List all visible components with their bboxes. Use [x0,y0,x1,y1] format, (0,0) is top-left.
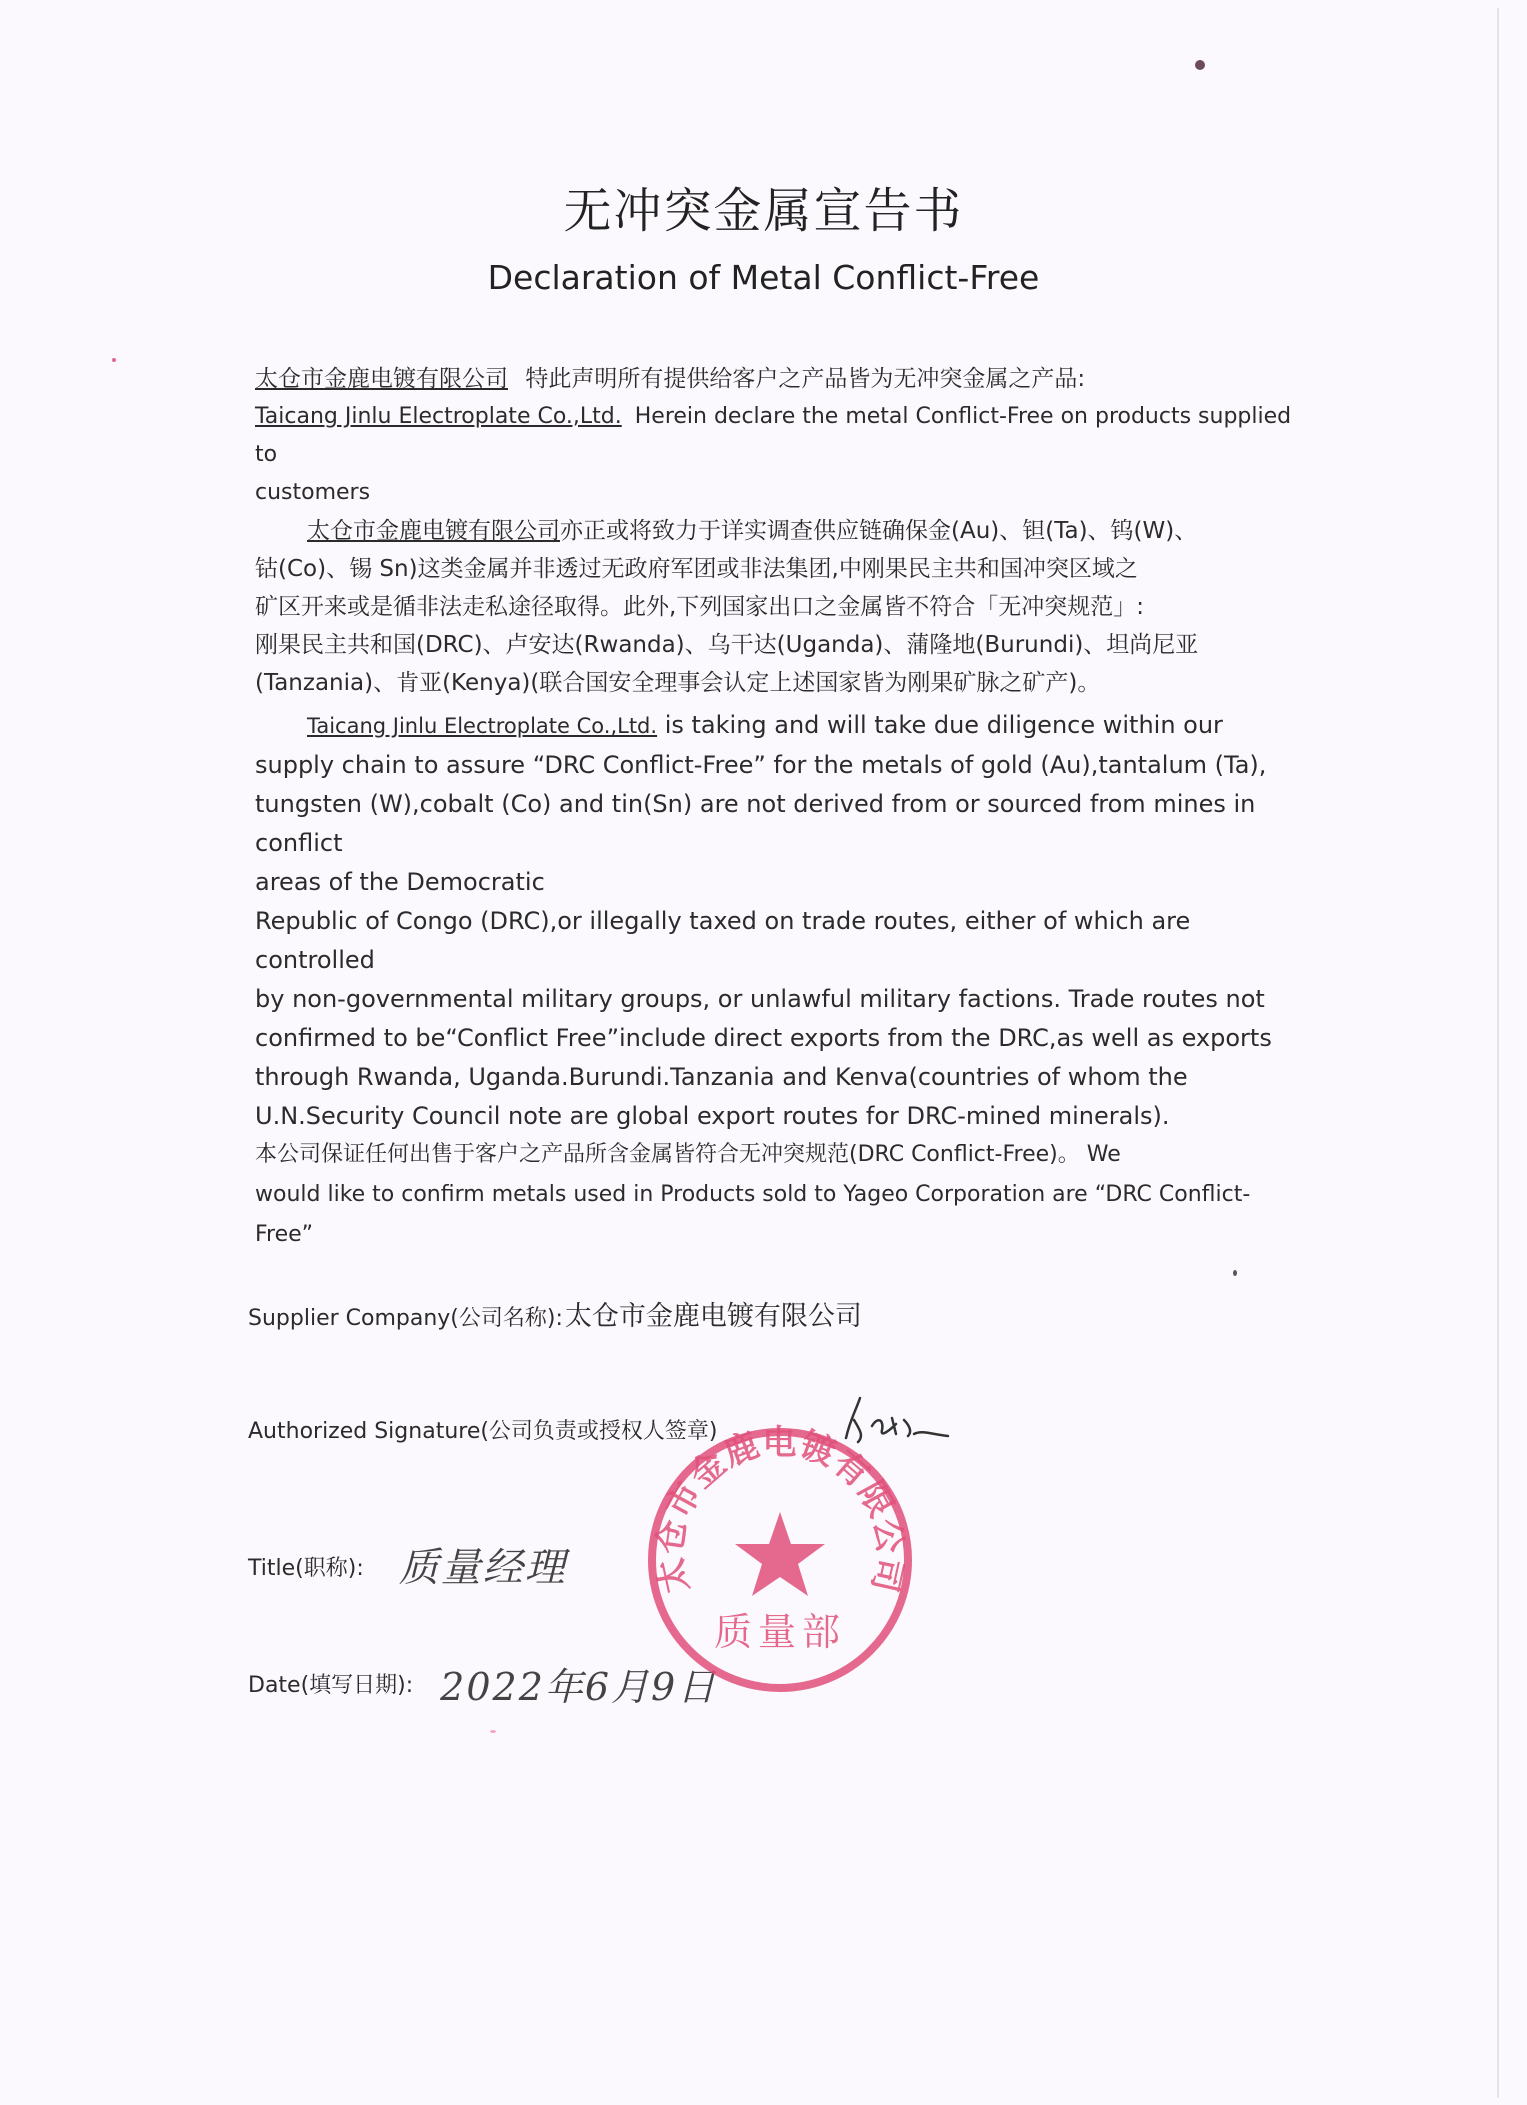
title-value-handwritten: 质量经理 [398,1545,567,1591]
para-en-line-4: areas of the Democratic [255,868,545,896]
supplier-company-label: Supplier Company(公司名称): [248,1306,563,1331]
date-value-handwritten: 2022年6月9日 [440,1665,718,1709]
para-en-line-5: Republic of Congo (DRC),or illegally taxed on trade routes, either of which are controlled [255,907,1191,974]
para-cn-line-5: (Tanzania)、肯亚(Kenya)(联合国安全理事会认定上述国家皆为刚果矿脉之矿产)。 [255,670,1101,696]
scan-speck [490,1730,496,1733]
intro-statement-cn: 特此声明所有提供给客户之产品皆为无冲突金属之产品: [525,366,1086,392]
para-cn-line-2: 钴(Co)、锡 Sn)这类金属并非透过无政府军团或非法集团,中刚果民主共和国冲突区域之 [255,556,1138,582]
intro-company-cn: 太仓市金鹿电镀有限公司 [255,366,508,392]
para-en-line-9: U.N.Security Council note are global export routes for DRC-mined minerals). [255,1102,1170,1130]
company-seal-stamp [640,1420,920,1700]
para-cn-line-3: 矿区开来或是循非法走私途径取得。此外,下列国家出口之金属皆不符合「无冲突规范」: [255,594,1145,620]
scan-speck [1195,60,1205,70]
supplier-company-field [248,1294,862,1333]
para-en-line-6: by non-governmental military groups, or unlawful military factions. Trade routes not [255,985,1265,1013]
para-en-company: Taicang Jinlu Electroplate Co.,Ltd. [307,714,658,738]
para-en-line-3: tungsten (W),cobalt (Co) and tin(Sn) are not derived from or sourced from mines in conflict [255,790,1256,857]
intro-statement-en-2: customers [255,480,371,505]
para-en-line-7: confirmed to be“Conflict Free”include direct exports from the DRC,as well as exports [255,1024,1272,1052]
para-en-line-2: supply chain to assure “DRC Conflict-Free” for the metals of gold (Au),tantalum (Ta), [255,751,1267,779]
scan-speck [112,358,116,362]
authorized-signature-label: Authorized Signature(公司负责或授权人签章) [248,1419,718,1444]
date-label: Date(填写日期): [248,1673,414,1698]
seal-star-icon [735,1512,825,1596]
intro-statement-en-1: Herein declare the metal Conflict-Free on products supplied to [255,404,1292,467]
guarantee-section [255,1135,1305,1255]
page-edge-shadow [1497,8,1499,2098]
guarantee-line-2: would like to confirm metals used in Products sold to Yageo Corporation are “DRC Conflict-Free” [255,1182,1251,1247]
intro-company-en: Taicang Jinlu Electroplate Co.,Ltd. [255,404,622,429]
para-cn-line-1: 亦正或将致力于详实调查供应链确保金(Au)、钽(Ta)、钨(W)、 [560,518,1198,544]
para-cn-line-4: 刚果民主共和国(DRC)、卢安达(Rwanda)、乌干达(Uganda)、蒲隆地(Burundi)、坦尚尼亚 [255,632,1199,658]
scan-speck [1233,1270,1237,1276]
para-en-line-8: through Rwanda, Uganda.Burundi.Tanzania and Kenva(countries of whom the [255,1063,1188,1091]
title-label: Title(职称): [248,1556,364,1581]
paragraph-chinese [255,512,1305,702]
intro-section [255,360,1305,512]
supplier-company-value: 太仓市金鹿电镀有限公司 [564,1301,862,1332]
paragraph-english [255,706,1305,1136]
para-cn-company: 太仓市金鹿电镀有限公司 [307,518,560,544]
seal-center-text: 质量部 [713,1610,847,1654]
title-field [248,1530,567,1591]
para-en-line-1: is taking and will take due diligence within our [664,711,1223,739]
seal-ring-text: 太仓市金鹿电镀有限公司 [649,1422,911,1597]
title-english: Declaration of Metal Conflict-Free [487,258,1040,297]
title-chinese: 无冲突金属宣告书 [563,183,964,239]
guarantee-line-1: 本公司保证任何出售于客户之产品所含金属皆符合无冲突规范(DRC Conflict-Free)。 We [255,1142,1121,1167]
